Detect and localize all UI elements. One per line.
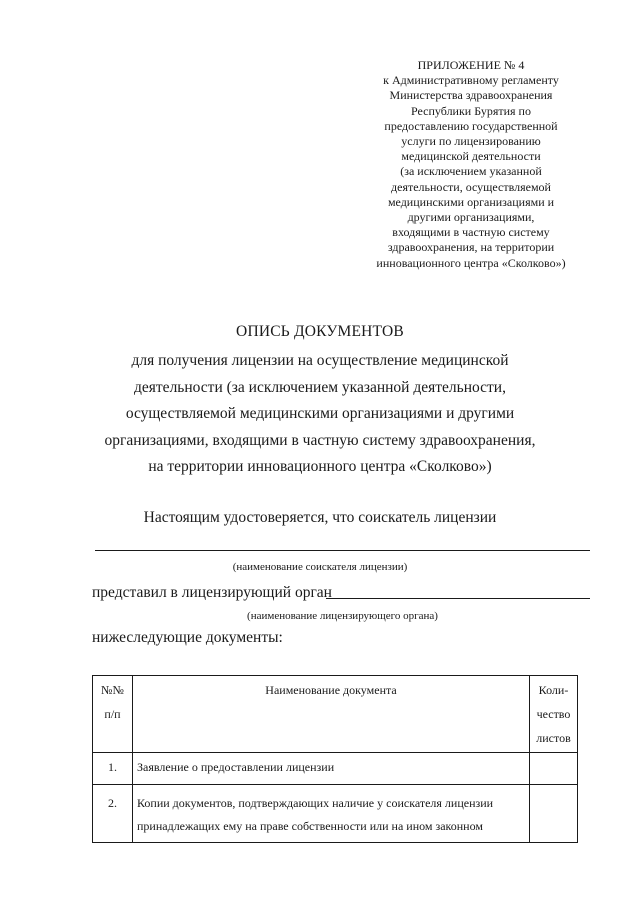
authority-caption: (наименование лицензирующего органа) bbox=[247, 610, 438, 622]
subtitle-line: осуществляемой медицинскими организациями и другими bbox=[125, 405, 515, 422]
row-name-line: Копии документов, подтверждающих наличие у соискателя лицензии bbox=[137, 796, 494, 810]
table-header-row bbox=[93, 676, 578, 753]
appendix-line: другими организациями, bbox=[407, 210, 535, 225]
appendix-line: медицинскими организациями и bbox=[387, 194, 555, 209]
authority-name-line bbox=[326, 598, 590, 599]
header-num bbox=[93, 676, 133, 753]
header-count-line: чество bbox=[536, 707, 571, 721]
header-name: Наименование документа bbox=[133, 676, 530, 753]
header-num-line: №№ bbox=[101, 683, 124, 697]
subtitle-line: деятельности (за исключением указанной деятельности, bbox=[134, 378, 506, 396]
appendix-line: Министерства здравоохранения bbox=[389, 88, 553, 103]
following-text: нижеследующие документы: bbox=[92, 629, 283, 646]
row-name-line: Заявление о предоставлении лицензии bbox=[137, 760, 335, 774]
header-count-line: Коли- bbox=[538, 683, 569, 697]
row-num: 1. bbox=[93, 753, 133, 785]
appendix-line: к Административному регламенту bbox=[383, 73, 559, 88]
header-count-line: листов bbox=[536, 731, 571, 745]
row-num: 2. bbox=[93, 785, 133, 843]
appendix-line: предоставлению государственной bbox=[384, 118, 558, 133]
subtitle-line: на территории инновационного центра «Сколково») bbox=[148, 458, 492, 475]
row-count bbox=[530, 753, 578, 785]
table-row bbox=[93, 753, 578, 785]
appendix-line: здравоохранения, на территории bbox=[387, 240, 555, 255]
appendix-line: входящими в частную систему bbox=[392, 225, 550, 240]
row-name bbox=[133, 753, 530, 785]
appendix-line: деятельности, осуществляемой bbox=[391, 179, 551, 194]
subtitle-line: организациями, входящими в частную систему здравоохранения, bbox=[104, 431, 536, 449]
certify-text: Настоящим удостоверяется, что соискатель лицензии bbox=[143, 509, 497, 526]
row-count bbox=[530, 785, 578, 843]
appendix-line: инновационного центра «Сколково») bbox=[376, 255, 566, 270]
appendix-header bbox=[360, 58, 582, 271]
applicant-name-line bbox=[95, 550, 590, 551]
subtitle-line: для получения лицензии на осуществление медицинской bbox=[131, 352, 509, 369]
documents-table bbox=[92, 675, 578, 843]
row-name-line: принадлежащих ему на праве собственности или на ином законном bbox=[137, 819, 483, 833]
applicant-caption: (наименование соискателя лицензии) bbox=[232, 561, 408, 573]
appendix-line: (за исключением указанной bbox=[400, 164, 542, 179]
header-count bbox=[530, 676, 578, 753]
appendix-line: Республики Бурятия по bbox=[411, 103, 531, 118]
header-num-line: п/п bbox=[104, 707, 121, 721]
table-row bbox=[93, 785, 578, 843]
document-subtitle bbox=[0, 348, 640, 481]
appendix-line: медицинской деятельности bbox=[401, 149, 541, 164]
appendix-line: услуги по лицензированию bbox=[401, 134, 541, 149]
submitted-text: представил в лицензирующий орган bbox=[92, 584, 332, 601]
row-name bbox=[133, 785, 530, 843]
appendix-line: ПРИЛОЖЕНИЕ № 4 bbox=[417, 58, 525, 72]
document-title: ОПИСЬ ДОКУМЕНТОВ bbox=[236, 323, 404, 340]
